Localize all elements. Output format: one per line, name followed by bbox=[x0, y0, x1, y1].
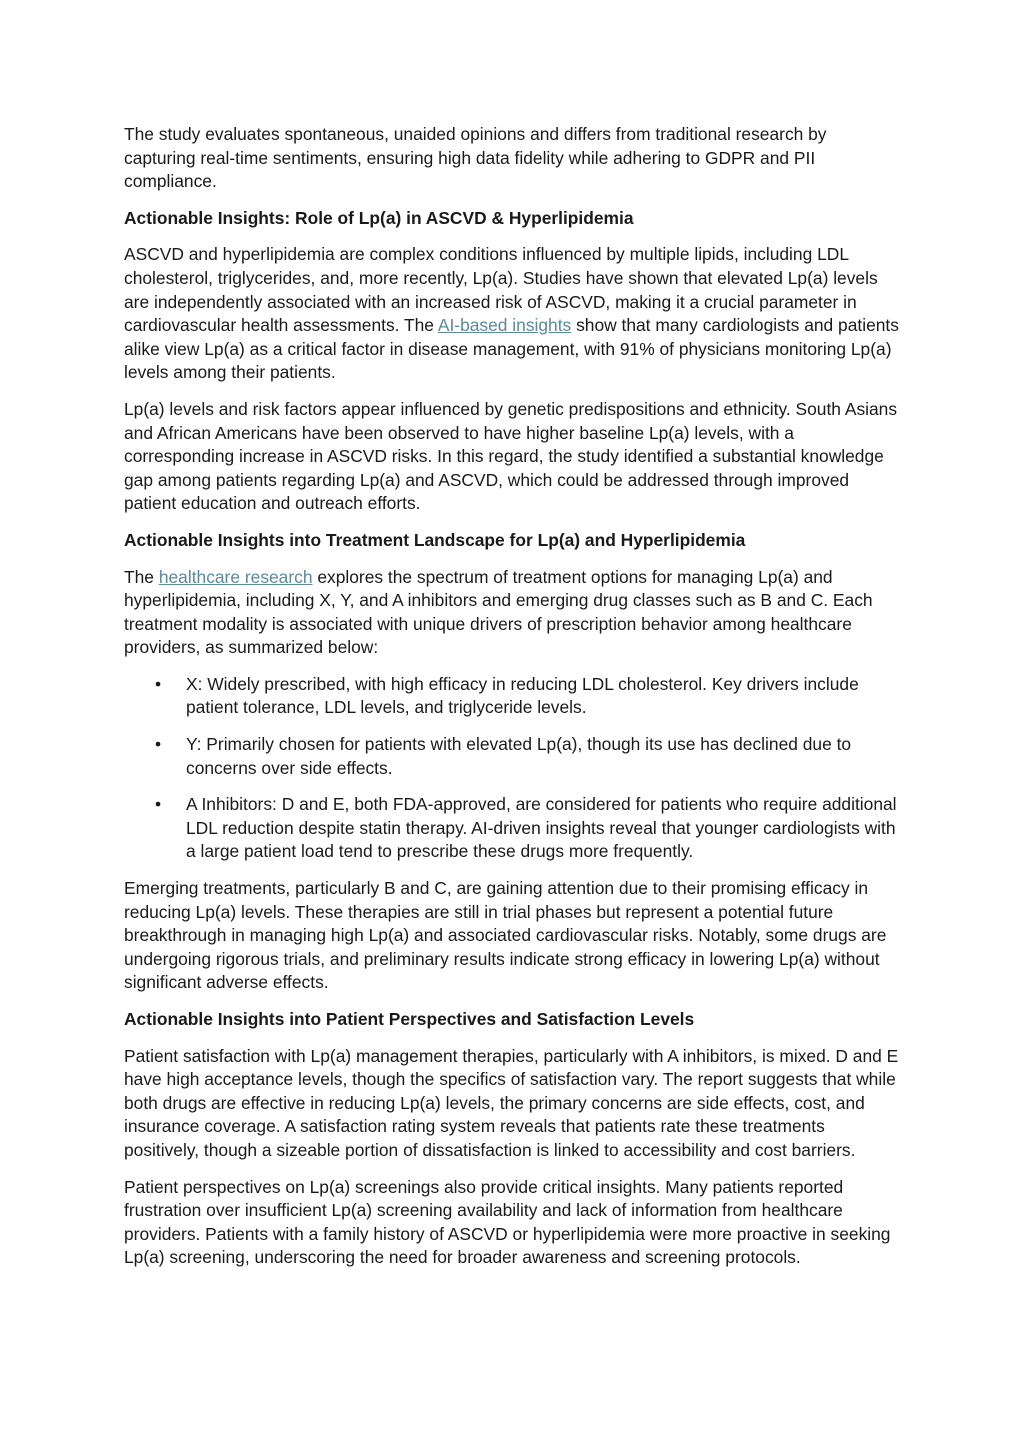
ascvd-paragraph-text-end: show that many cardiologists and patients alike view Lp(a) as a critical factor in disease management, with 91% of physicians monitoring Lp(a) levels among their patients. bbox=[124, 315, 899, 383]
section-heading-role-of-lpa: Actionable Insights: Role of Lp(a) in ASCVD & Hyperlipidemia bbox=[124, 207, 634, 228]
ascvd-paragraph bbox=[124, 243, 900, 385]
intro-paragraph: The study evaluates spontaneous, unaided opinions and differs from traditional research by capturing real-time sentiments, ensuring high data fidelity while adhering to GDPR and PII compliance. bbox=[124, 124, 827, 192]
bullet-icon: • bbox=[155, 794, 162, 815]
section-heading-treatment-landscape: Actionable Insights into Treatment Landscape for Lp(a) and Hyperlipidemia bbox=[124, 529, 746, 550]
treatment-paragraph-text-start: The bbox=[124, 566, 159, 587]
emerging-treatments-paragraph: Emerging treatments, particularly B and C, are gaining attention due to their promising efficacy in reducing Lp(a) levels. These therapies are still in trial phases but represent a potential future breakthrough in managing high Lp(a) and associated cardiovascular risks. Notably, some drugs are undergoing rigorous trials, and preliminary results indicate strong efficacy in lowering Lp(a) without significant adverse effects. bbox=[124, 878, 887, 993]
treatment-list bbox=[124, 673, 900, 864]
document-page bbox=[124, 123, 900, 1283]
list-item bbox=[124, 793, 900, 864]
list-item bbox=[124, 733, 900, 780]
list-item-text: A Inhibitors: D and E, both FDA-approved, are considered for patients who require additional LDL reduction despite statin therapy. AI-driven insights reveal that younger cardiologists with a large patient load tend to prescribe these drugs more frequently. bbox=[186, 794, 897, 862]
satisfaction-paragraph: Patient satisfaction with Lp(a) management therapies, particularly with A inhibitors, is mixed. D and E have high acceptance levels, though the specifics of satisfaction vary. The report suggests that while both drugs are effective in reducing Lp(a) levels, the primary concerns are side effects, cost, and insurance coverage. A satisfaction rating system reveals that patients rate these treatments positively, though a sizeable portion of dissatisfaction is linked to accessibility and cost barriers. bbox=[124, 1045, 899, 1160]
bullet-icon: • bbox=[155, 734, 162, 755]
healthcare-research-link[interactable]: healthcare research bbox=[158, 566, 313, 587]
ai-based-insights-link[interactable]: AI-based insights bbox=[437, 315, 572, 336]
list-item-text: Y: Primarily chosen for patients with elevated Lp(a), though its use has declined due to concerns over side effects. bbox=[186, 734, 852, 778]
list-item-text: X: Widely prescribed, with high efficacy in reducing LDL cholesterol. Key drivers include patient tolerance, LDL levels, and triglyceride levels. bbox=[186, 673, 859, 718]
section-heading-patient-perspectives: Actionable Insights into Patient Perspectives and Satisfaction Levels bbox=[124, 1009, 695, 1029]
treatment-paragraph-text-end: explores the spectrum of treatment options for managing Lp(a) and hyperlipidemia, including X, Y, and A inhibitors and emerging drug classes such as B and C. Each treatment modality is associated with unique drivers of prescription behavior among healthcare providers, as summarized below: bbox=[124, 566, 873, 658]
genetics-paragraph: Lp(a) levels and risk factors appear influenced by genetic predispositions and ethnicity. South Asians and African Americans have been observed to have higher baseline Lp(a) levels, with a corresponding increase in ASCVD risks. In this regard, the study identified a substantial knowledge gap among patients regarding Lp(a) and ASCVD, which could be addressed through improved patient education and outreach efforts. bbox=[124, 398, 898, 514]
list-item bbox=[124, 673, 900, 720]
bullet-icon: • bbox=[155, 673, 162, 694]
treatment-paragraph bbox=[124, 566, 900, 660]
ascvd-paragraph-text-start: ASCVD and hyperlipidemia are complex conditions influenced by multiple lipids, including LDL cholesterol, triglycerides, and, more recently, Lp(a). Studies have shown that elevated Lp(a) levels are independently associated with an increased risk of ASCVD, making it a crucial parameter in cardiovascular health assessments. The bbox=[124, 244, 878, 336]
screening-paragraph: Patient perspectives on Lp(a) screenings also provide critical insights. Many patients reported frustration over insufficient Lp(a) screening availability and lack of information from healthcare providers. Patients with a family history of ASCVD or hyperlipidemia were more proactive in seeking Lp(a) screening, underscoring the need for broader awareness and screening protocols. bbox=[124, 1176, 891, 1268]
